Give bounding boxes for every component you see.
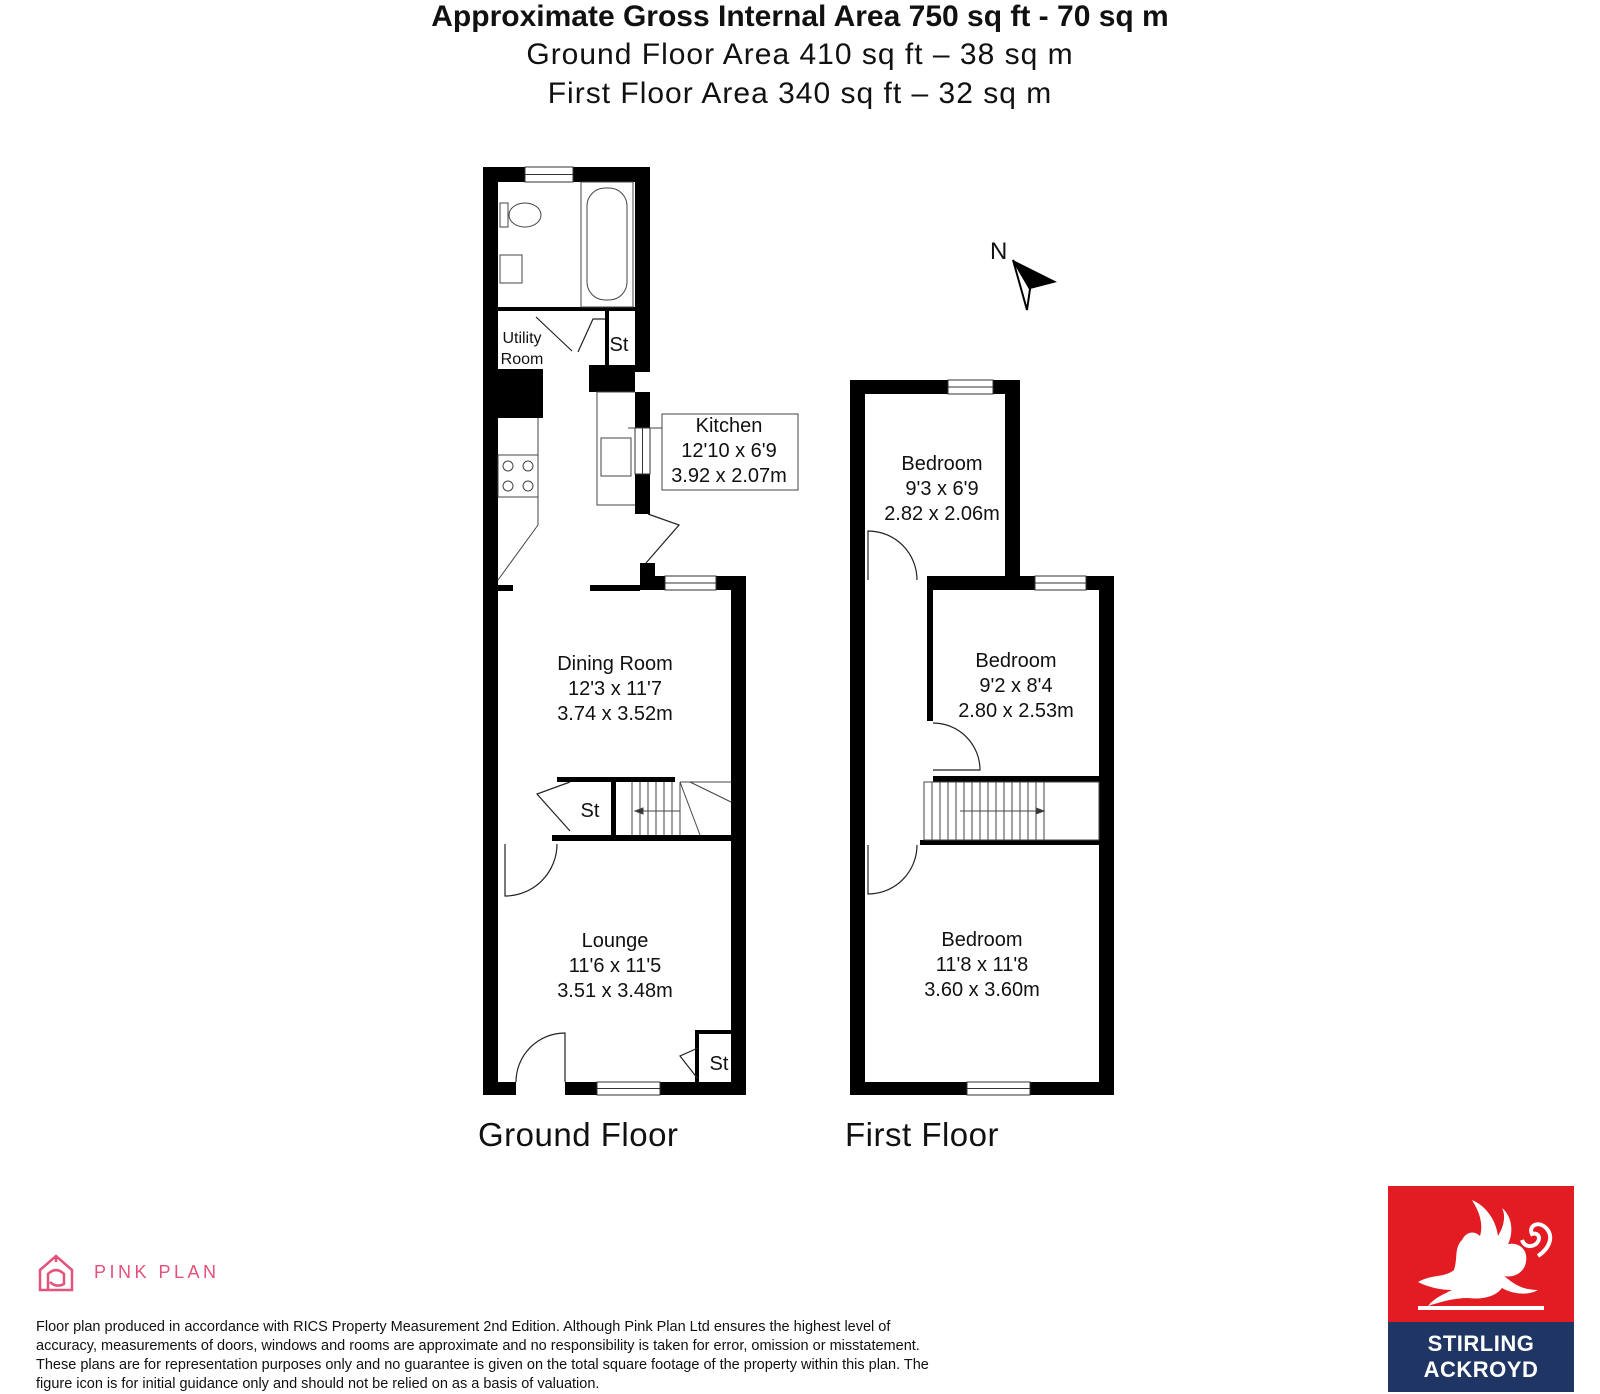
bed1-metric: 2.82 x 2.06m (884, 503, 1000, 525)
north-label: N (990, 238, 1008, 265)
utility-store-door-icon (578, 319, 605, 352)
gf-dining-nib-a (483, 585, 513, 591)
lounge-store-label: St (709, 1053, 729, 1075)
bed1-imperial: 9'3 x 6'9 (905, 478, 979, 500)
toilet-cistern (500, 203, 508, 227)
gf-chimney-breast (498, 369, 543, 418)
griffin-icon (1388, 1186, 1574, 1322)
ff-bed2-door-icon (933, 723, 980, 770)
toilet-icon (509, 203, 541, 227)
ground-floor-area: Ground Floor Area 410 sq ft – 38 sq m (526, 38, 1074, 71)
lounge-imperial: 11'6 x 11'5 (568, 955, 662, 977)
pink-plan-brand: PINK PLAN (94, 1261, 220, 1282)
ff-staircase-icon (924, 782, 1099, 840)
gf-lounge-partition (552, 835, 746, 841)
basin-icon (500, 255, 522, 283)
ff-bed2-south-wall (933, 776, 1099, 782)
back-door-icon (646, 514, 679, 563)
bed1-name: Bedroom (901, 453, 983, 475)
utility-label-2: Room (500, 351, 544, 368)
first-floor-label: First Floor (845, 1116, 999, 1153)
hob-icon (498, 455, 538, 497)
kitchen-worktop-east (597, 392, 635, 505)
gf-bath-partition (498, 307, 635, 311)
ff-east-wall (1099, 576, 1114, 1095)
ff-north-wall (850, 380, 1020, 394)
gf-dining-nib-b (590, 585, 640, 591)
bath-tub-inner (587, 188, 627, 300)
stirling-ackroyd-logo (1388, 1186, 1574, 1392)
pink-plan-house-icon (36, 1252, 76, 1292)
kitchen-name: Kitchen (695, 415, 763, 437)
ff-bed1-door-icon (868, 531, 917, 580)
ff-landing-wall (927, 576, 933, 721)
gf-store-top (695, 1030, 731, 1034)
kitchen-worktop-west (498, 418, 538, 580)
lounge-metric: 3.51 x 3.48m (557, 980, 673, 1002)
lounge-name: Lounge (581, 930, 649, 952)
north-arrow-icon (990, 238, 1057, 310)
sink-icon (601, 438, 631, 476)
ff-bed1-east-wall (1005, 380, 1020, 580)
ground-floor-plan (483, 167, 798, 1095)
bed3-metric: 3.60 x 3.60m (924, 979, 1040, 1001)
bath-icon (581, 182, 633, 307)
disclaimer-text: Floor plan produced in accordance with RICS Property Measurement 2nd Edition. Although Pink Plan Ltd ensures the highest level of accuracy, measurements of doors, windows and rooms are approximate and no responsibility is taken for error, omission or misstatement. These plans are for representation purposes only and no guarantee is given on the total square footage of the property within this plan. The figure icon is for initial guidance only and should not be relied on as a basis of valuation. (36, 1319, 929, 1392)
utility-label-1: Utility (502, 330, 542, 347)
first-floor-area: First Floor Area 340 sq ft – 32 sq m (547, 77, 1053, 110)
ff-west-wall (850, 380, 865, 1095)
pink-plan-logo (36, 1252, 220, 1292)
ff-bed3-north-wall (920, 840, 1099, 845)
gf-south-wall-a (483, 1082, 516, 1095)
dining-imperial: 12'3 x 11'7 (567, 678, 663, 700)
bed2-metric: 2.80 x 2.53m (958, 700, 1074, 722)
lounge-door-icon (505, 844, 557, 896)
first-floor-plan (850, 380, 1114, 1095)
agent-logo-red-panel (1388, 1186, 1574, 1322)
gf-rear-east-wall (635, 167, 650, 372)
gf-stair-side-wall (611, 777, 616, 839)
ground-floor-label: Ground Floor (478, 1116, 679, 1153)
kitchen-imperial: 12'10 x 6'9 (681, 440, 777, 462)
bed3-name: Bedroom (941, 929, 1023, 951)
bed3-imperial: 11'8 x 11'8 (935, 954, 1029, 976)
kitchen-metric: 3.92 x 2.07m (671, 465, 787, 487)
dining-name: Dining Room (557, 653, 673, 675)
dining-metric: 3.74 x 3.52m (557, 703, 673, 725)
gf-store-partition (605, 311, 609, 369)
stair-store-door-icon (537, 782, 570, 831)
bed2-name: Bedroom (975, 650, 1057, 672)
utility-store-label: St (609, 334, 629, 356)
agent-logo-blue-panel (1388, 1322, 1574, 1392)
bed2-imperial: 9'2 x 8'4 (979, 675, 1053, 697)
gf-staircase-icon (632, 782, 731, 835)
front-door-icon (516, 1033, 565, 1082)
stair-store-label: St (580, 800, 600, 822)
gross-area-title: Approximate Gross Internal Area 750 sq ft - 70 sq m (431, 0, 1169, 33)
gf-west-wall (483, 167, 498, 1095)
gf-store-wall (589, 365, 635, 392)
ff-bed3-door-icon (868, 845, 917, 894)
agent-name-line2: ACKROYD (1423, 1357, 1539, 1382)
agent-name-line1: STIRLING (1427, 1331, 1535, 1356)
